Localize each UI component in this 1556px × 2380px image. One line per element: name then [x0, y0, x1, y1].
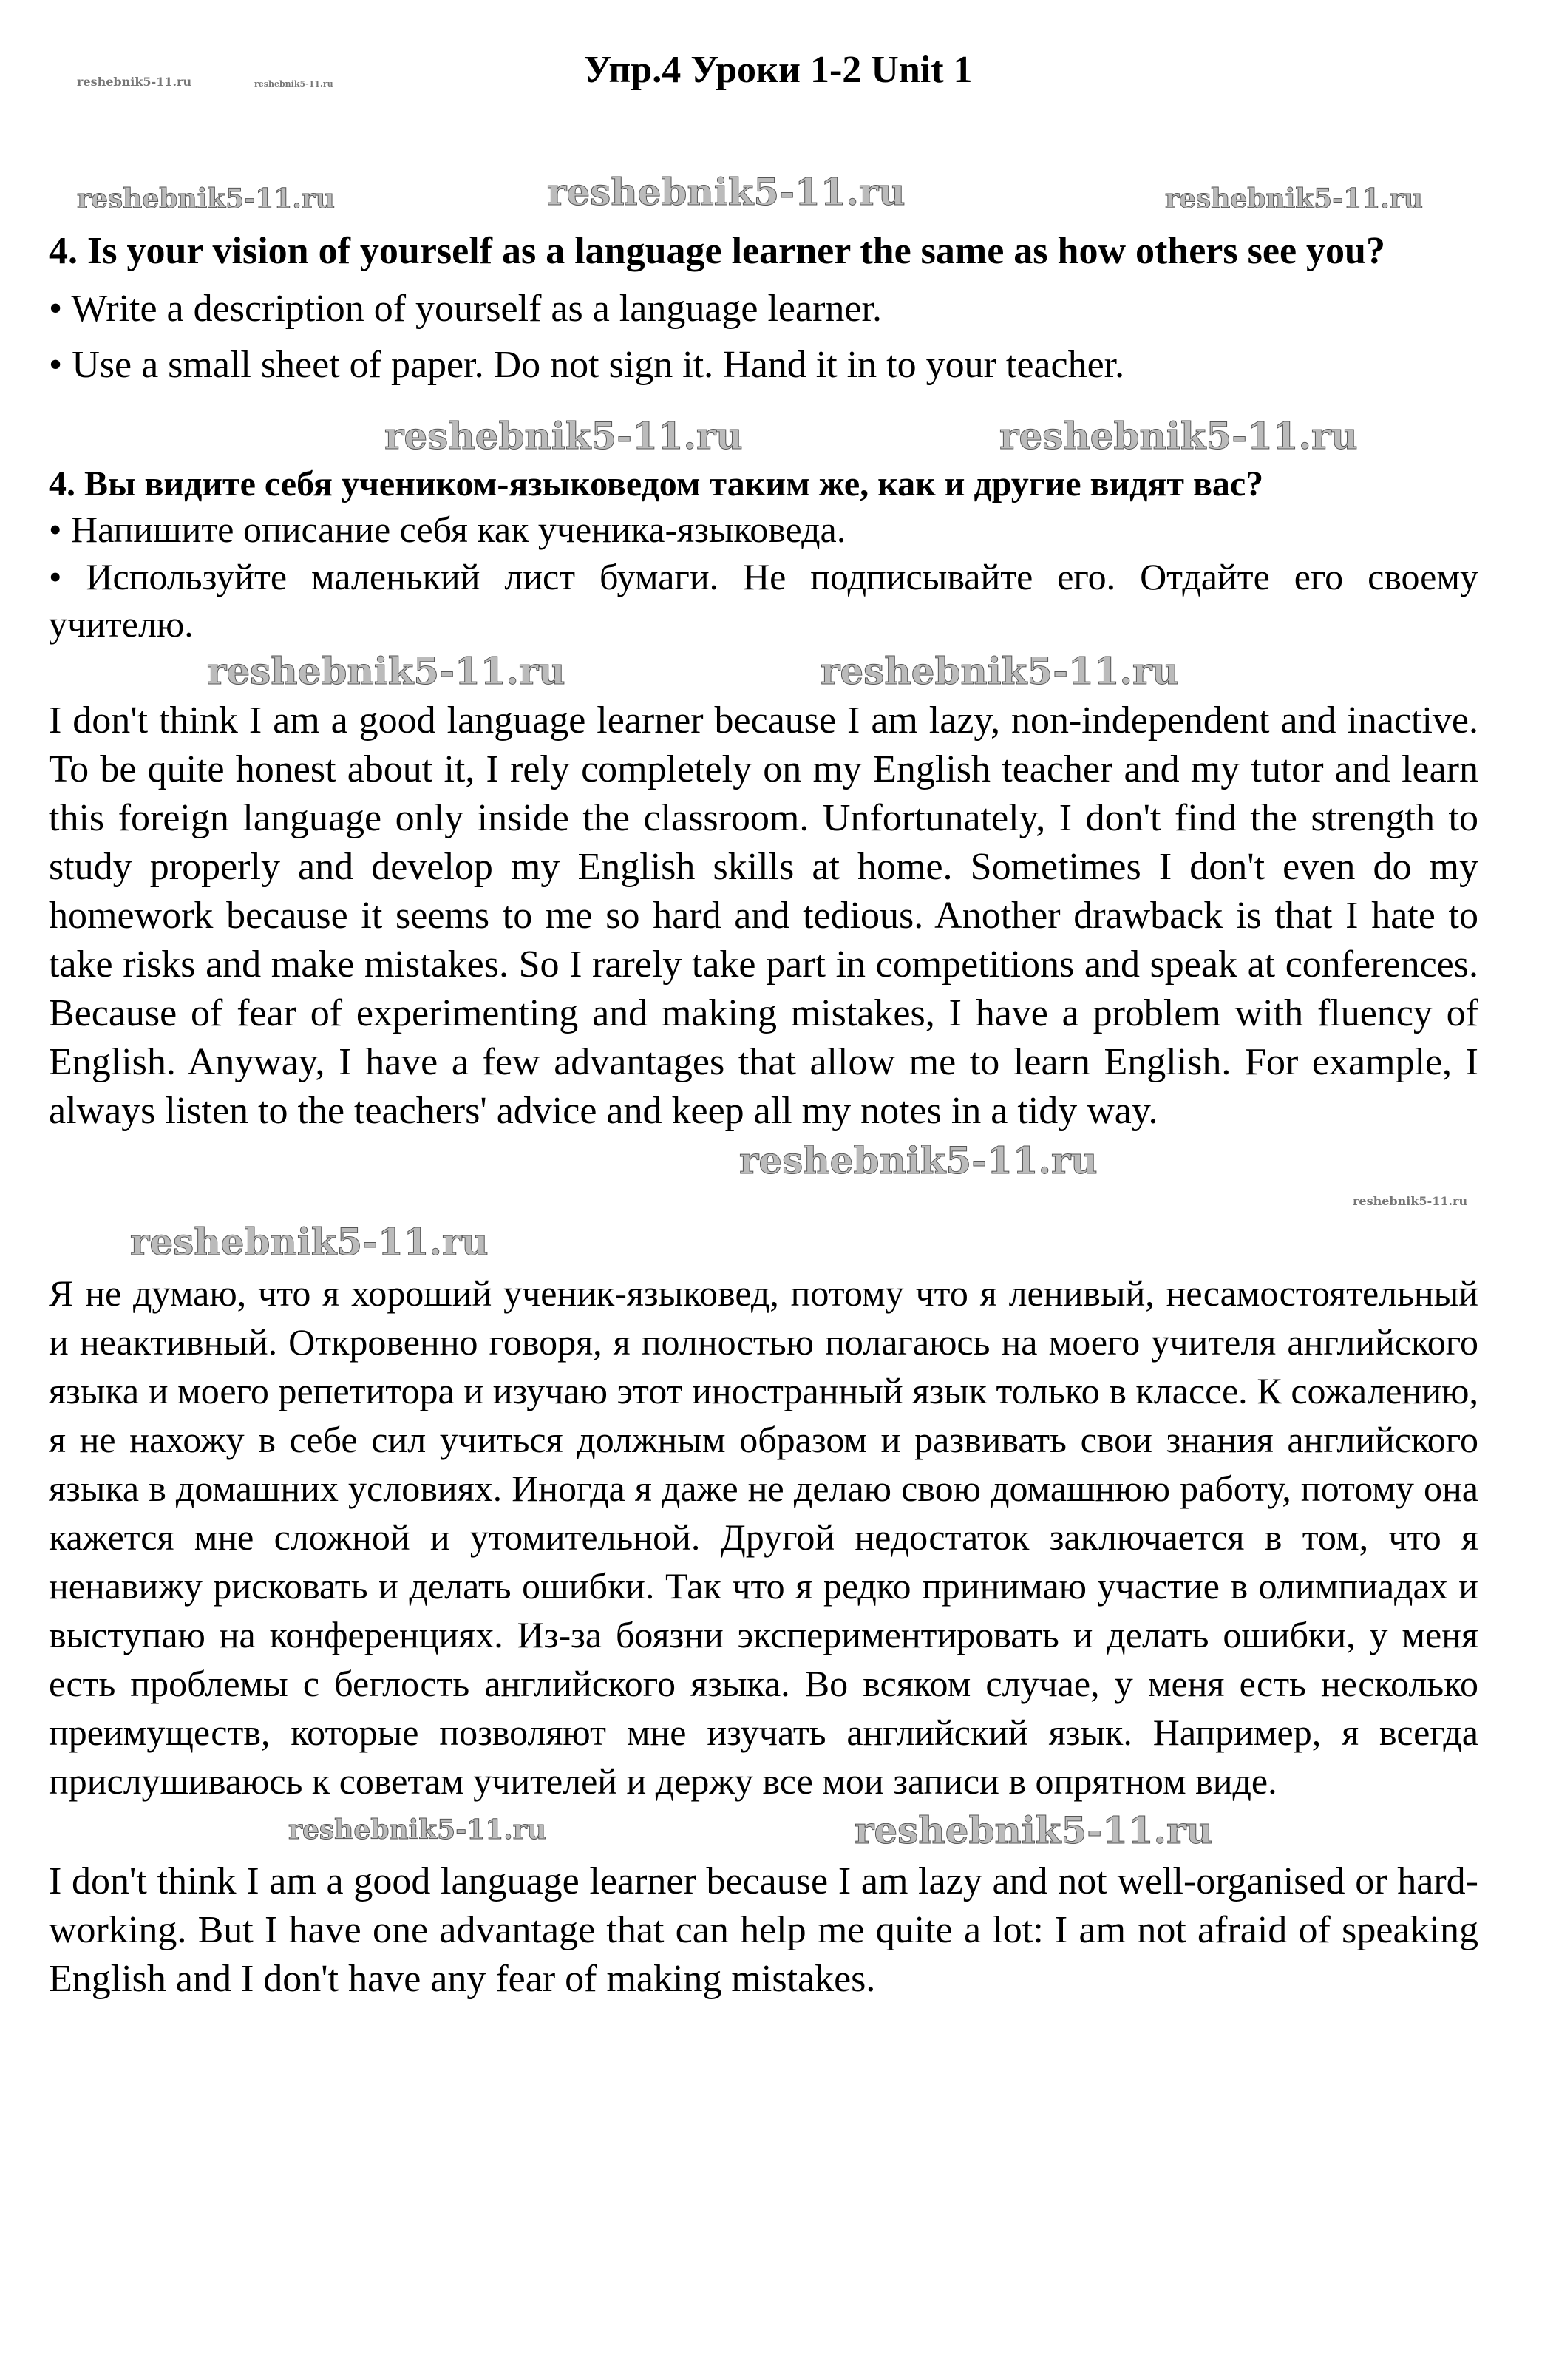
title-row: [49, 46, 1478, 95]
watermark: reshebnik5-11.ru: [207, 649, 565, 693]
watermark-row: [49, 1187, 1478, 1217]
exercise-heading-en: 4. Is your vision of yourself as a language learner the same as how others see you?: [49, 230, 1385, 272]
watermark-row: [49, 1217, 1478, 1269]
answer-paragraph-en-short: I don't think I am a good language learner because I am lazy and not well-organised or hard-working. But I have one advantage that can help me quite a lot: I am not afraid of speaking English and I don't have any fear of making mistakes.: [49, 1860, 1478, 2000]
watermark: reshebnik5-11.ru: [999, 414, 1358, 458]
bullet-item: • Use a small sheet of paper. Do not sign it. Hand it in to your teacher.: [49, 344, 1125, 386]
watermark-row: [49, 1136, 1478, 1187]
watermark: reshebnik5-11.ru: [821, 649, 1179, 693]
watermark: reshebnik5-11.ru: [1165, 183, 1423, 214]
bullets-ru: [49, 506, 1478, 648]
watermark: reshebnik5-11.ru: [739, 1139, 1098, 1182]
watermark: reshebnik5-11.ru: [384, 414, 743, 458]
watermark: reshebnik5-11.ru: [130, 1220, 489, 1264]
watermark: reshebnik5-11.ru: [77, 183, 335, 214]
watermark: reshebnik5-11.ru: [254, 79, 333, 89]
bullets-en: [49, 281, 1478, 393]
answer-paragraph-ru: Я не думаю, что я хороший ученик-языковед, потому что я ленивый, несамостоятельный и неактивный. Откровенно говоря, я полностью полагаюсь на моего учителя английского языка и моего репетитора и изучаю этот иностранный язык только в классе. К сожалению, я не нахожу в себе сил учиться должным образом и развивать свои знания английского языка в домашних условиях. Иногда я даже не делаю свою домашнюю работу, потому она кажется мне сложной и утомительной. Другой недостаток заключается в том, что я ненавижу рисковать и делать ошибки. Так что я редко принимаю участие в олимпиадах и выступаю на конференциях. Из-за боязни экспериментировать и делать ошибки, у меня есть проблемы с беглость английского языка. Во всяком случае, у меня есть несколько преимуществ, которые позволяют мне изучать английский язык. Например, я всегда прислушиваюсь к советам учителей и держу все мои записи в опрятном виде.: [49, 1272, 1478, 1802]
bullet-item: • Используйте маленький лист бумаги. Не подписывайте его. Отдайте его своему учителю.: [49, 556, 1478, 645]
watermark-row: [49, 648, 1478, 696]
bullet-item: • Write a description of yourself as a language learner.: [49, 288, 882, 330]
watermark: reshebnik5-11.ru: [855, 1808, 1213, 1852]
exercise-heading-ru: 4. Вы видите себя учеником-языковедом таким же, как и другие видят вас?: [49, 464, 1264, 504]
watermark: reshebnik5-11.ru: [77, 75, 192, 89]
watermark: reshebnik5-11.ru: [288, 1814, 546, 1845]
document-page: [0, 46, 1556, 2004]
watermark: reshebnik5-11.ru: [1353, 1194, 1468, 1208]
watermark: reshebnik5-11.ru: [547, 170, 906, 214]
watermark-row: [49, 169, 1478, 222]
bullet-item: • Напишите описание себя как ученика-языковеда.: [49, 509, 846, 550]
watermark-row: [49, 411, 1478, 463]
page-title: Упр.4 Уроки 1-2 Unit 1: [583, 49, 973, 91]
watermark-row: [49, 1806, 1478, 1857]
answer-paragraph-en: I don't think I am a good language learner because I am lazy, non-independent and inactive. To be quite honest about it, I rely completely on my English teacher and my tutor and learn this foreign language only inside the classroom. Unfortunately, I don't find the strength to study properly and develop my English skills at home. Sometimes I don't even do my homework because it seems to me so hard and tedious. Another drawback is that I hate to take risks and make mistakes. So I rarely take part in competitions and speak at conferences. Because of fear of experimenting and making mistakes, I have a problem with fluency of English. Anyway, I have a few advantages that allow me to learn English. For example, I always listen to the teachers' advice and keep all my notes in a tidy way.: [49, 699, 1478, 1132]
